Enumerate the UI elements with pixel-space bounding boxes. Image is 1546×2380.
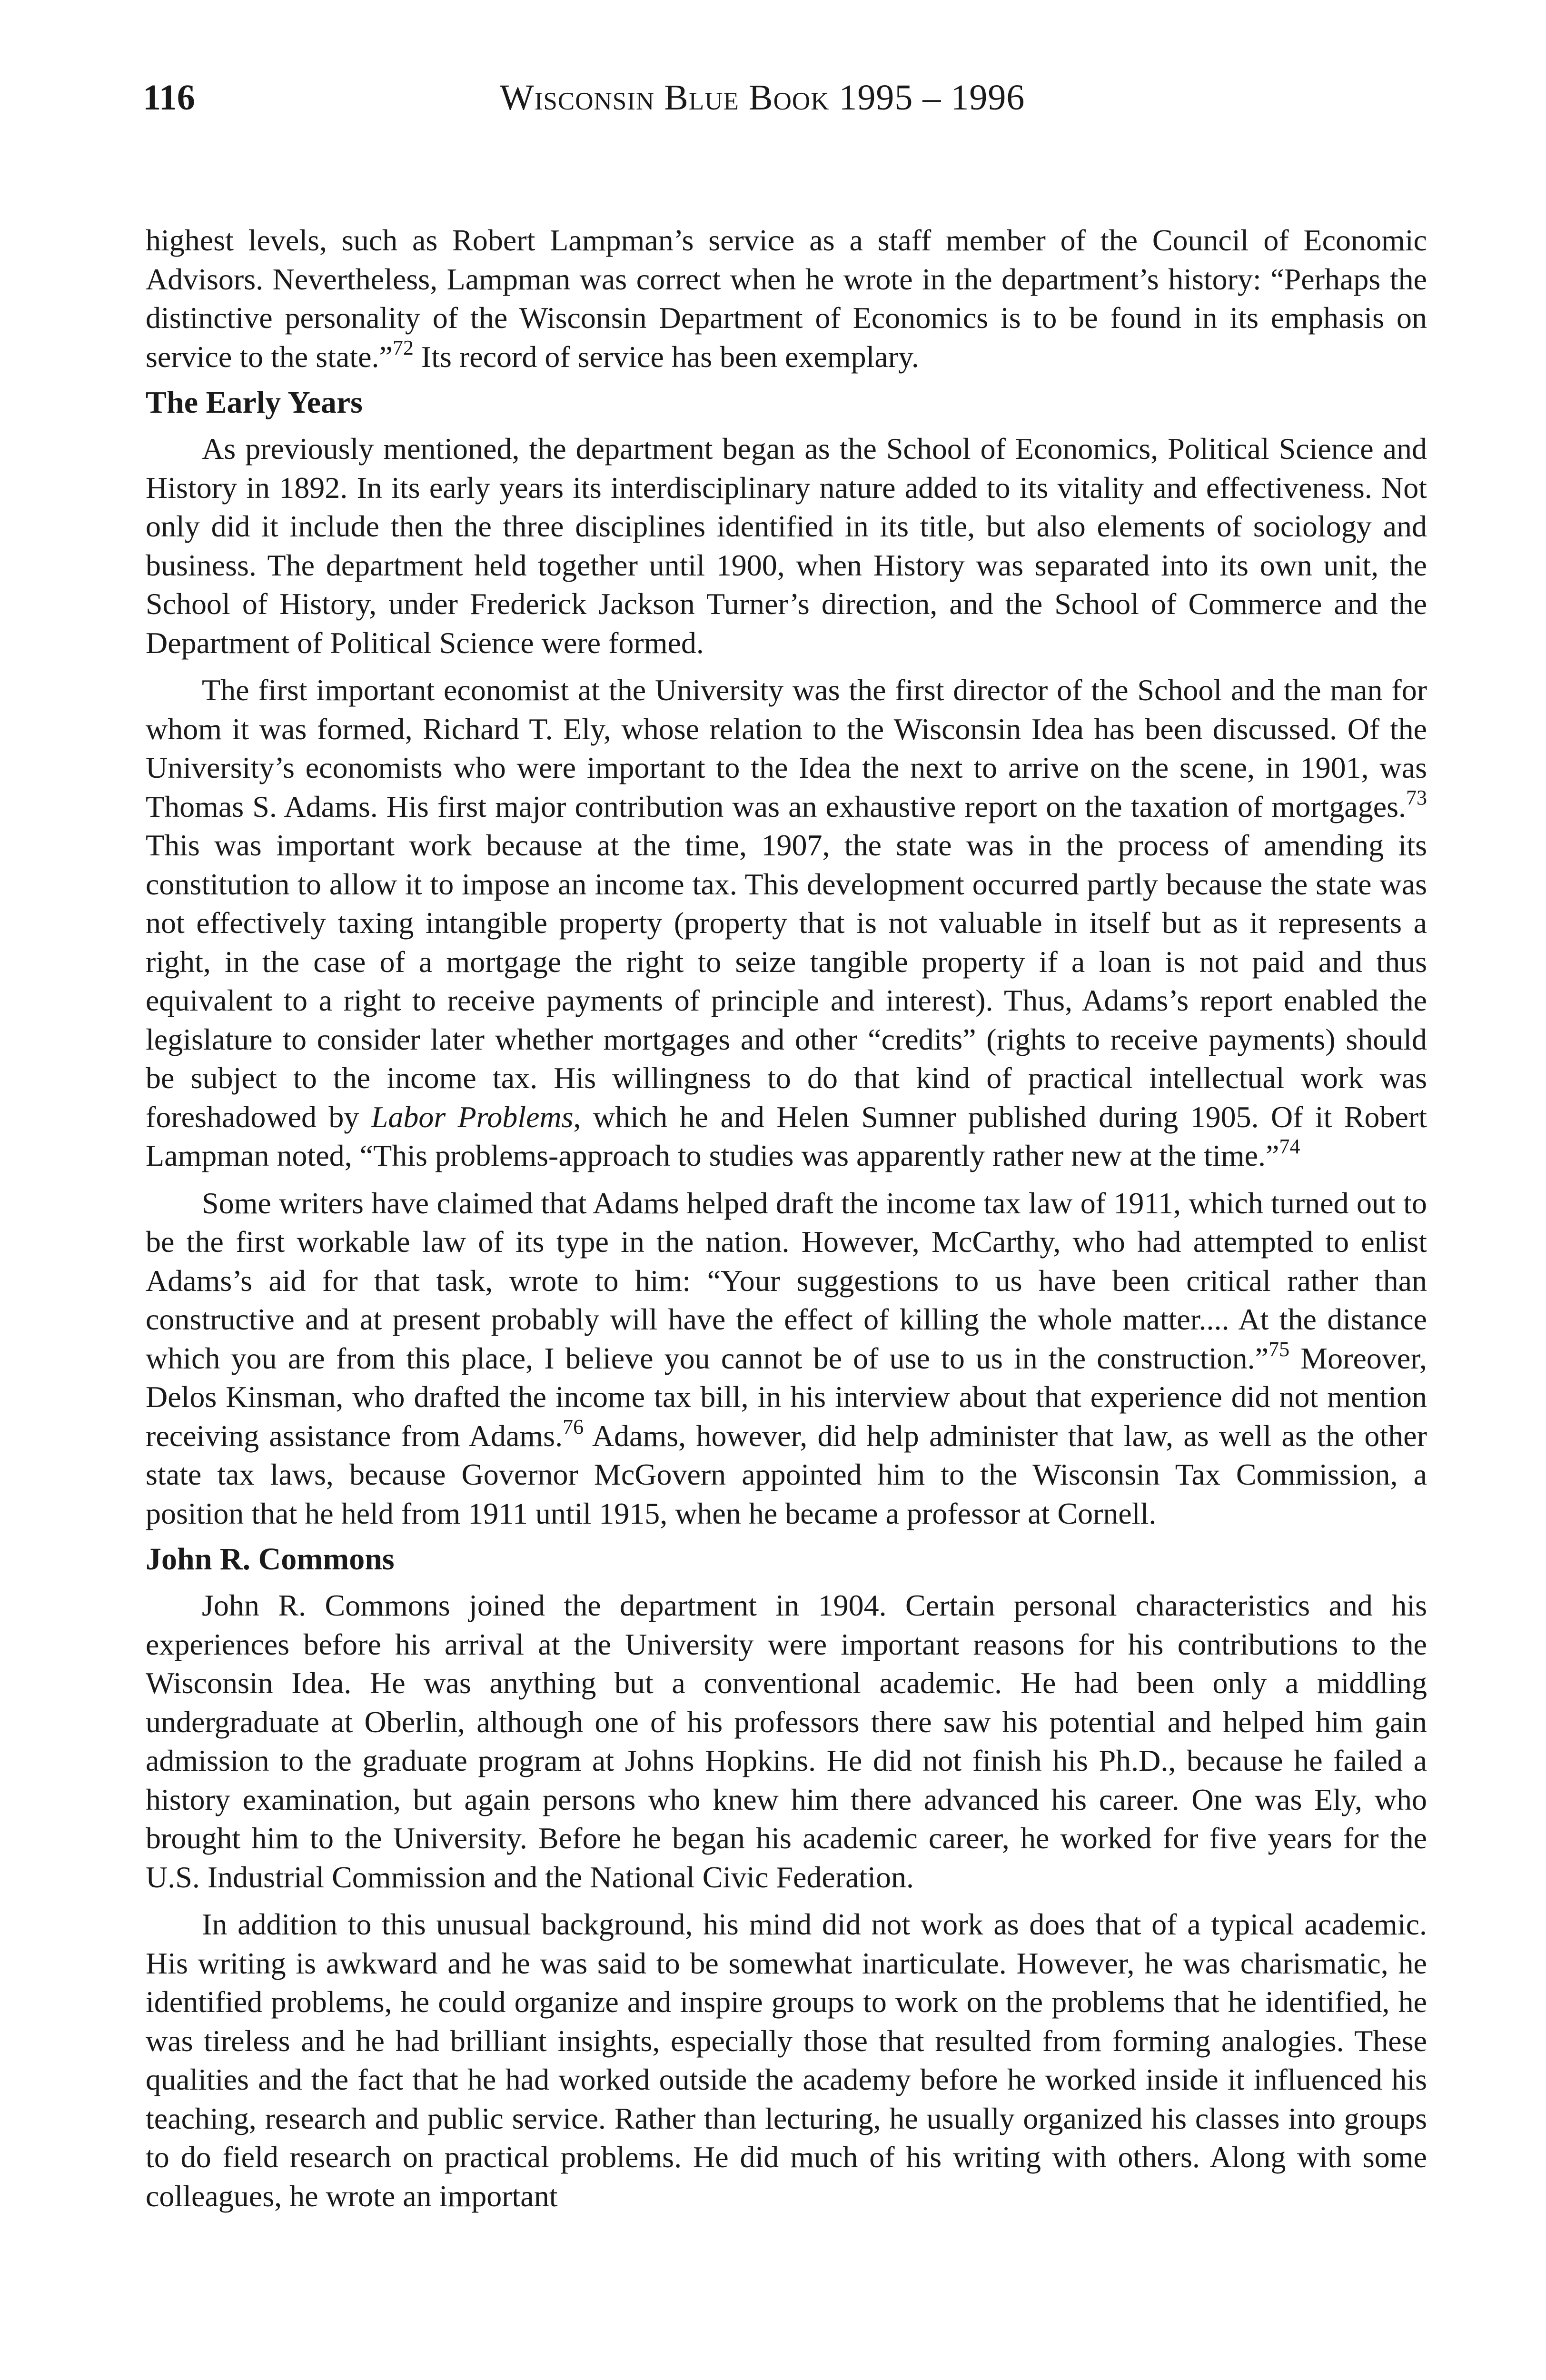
body-text bbox=[146, 221, 1427, 2215]
paragraph-text: Some writers have claimed that Adams helped draft the income tax law of 1911, which turned out to be the first workable law of its type in the nation. However, McCarthy, who had attempted to enlist Adams’s aid for that task, wrote to him: “Your suggestions to us have been critical rather than constructive and at present probably will have the effect of killing the whole matter.... At the distance which you are from this place, I believe you cannot be of use to us in the construction.” bbox=[146, 1186, 1427, 1375]
paragraph-continued bbox=[146, 221, 1427, 376]
running-title: Wisconsin Blue Book 1995 – 1996 bbox=[500, 78, 1025, 118]
paragraph-text: , which he and Helen Sumner published during 1905. Of it Robert Lampman noted, “This problems-approach to studies was apparently rather new at the time.” bbox=[146, 1100, 1427, 1172]
footnote-ref: 72 bbox=[392, 336, 414, 359]
paragraph-text: In addition to this unusual background, his mind did not work as does that of a typical academic. His writing is awkward and he was said to be somewhat inarticulate. However, he was charismatic, he identified problems, he could organize and inspire groups to work on the problems that he identified, he was tireless and he had brilliant insights, especially those that resulted from forming analogies. These qualities and the fact that he had worked outside the academy before he worked inside it influenced his teaching, research and public service. Rather than lecturing, he usually organized his classes into groups to do field research on practical problems. He did much of his writing with others. Along with some colleagues, he wrote an important bbox=[146, 1907, 1427, 2213]
paragraph-text: This was important work because at the time, 1907, the state was in the process of amending its constitution to allow it to impose an income tax. This development occurred partly because the state was not effectively taxing intangible property (property that is not valuable in itself but as it represents a right, in the case of a mortgage the right to seize tangible property if a loan is not paid and thus equivalent to a right to receive payments of principle and interest). Thus, Adams’s report enabled the legislature to consider later whether mortgages and other “credits” (rights to receive payments) should be subject to the income tax. His willingness to do that kind of practical intellectual work was foreshadowed by bbox=[146, 828, 1427, 1134]
page-number: 116 bbox=[143, 78, 195, 118]
paragraph-text: Its record of service has been exemplary. bbox=[413, 339, 919, 374]
paragraph bbox=[146, 1905, 1427, 2215]
paragraph bbox=[146, 429, 1427, 662]
footnote-ref: 75 bbox=[1269, 1337, 1290, 1361]
paragraph-text: highest levels, such as Robert Lampman’s service as a staff member of the Council of Economic Advisors. Nevertheless, Lampman was correct when he wrote in the department’s history: “Perhaps the distinctive personality of the Wisconsin Department of Economics is to be found in its emphasis on service to the state.” bbox=[146, 223, 1427, 374]
paragraph-text: As previously mentioned, the department began as the School of Economics, Political Science and History in 1892. In its early years its interdisciplinary nature added to its vitality and effectiveness. Not only did it include then the three disciplines identified in its title, but also elements of sociology and business. The department held together until 1900, when History was separated into its own unit, the School of History, under Frederick Jackson Turner’s direction, and the School of Commerce and the Department of Political Science were formed. bbox=[146, 432, 1427, 660]
paragraph bbox=[146, 1184, 1427, 1533]
paragraph-text: Adams, however, did help administer that law, as well as the other state tax laws, because Governor McGovern appointed him to the Wisconsin Tax Commission, a position that he held from 1911 until 1915, when he became a professor at Cornell. bbox=[146, 1418, 1427, 1530]
paragraph bbox=[146, 1586, 1427, 1896]
footnote-ref: 74 bbox=[1279, 1135, 1300, 1158]
footnote-ref: 76 bbox=[563, 1415, 584, 1438]
section-heading-early-years: The Early Years bbox=[146, 385, 363, 420]
footnote-ref: 73 bbox=[1406, 785, 1427, 809]
paragraph-text: Moreover, Delos Kinsman, who drafted the income tax bill, in his interview about that experience did not mention receiving assistance from Adams. bbox=[146, 1341, 1427, 1453]
section-heading-john-r-commons: John R. Commons bbox=[146, 1542, 395, 1577]
running-head bbox=[143, 76, 1418, 129]
paragraph-text: The first important economist at the University was the first director of the School and the man for whom it was formed, Richard T. Ely, whose relation to the Wisconsin Idea has been discussed. Of the University’s economists who were important to the Idea the next to arrive on the scene, in 1901, was Thomas S. Adams. His first major contribution was an exhaustive report on the taxation of mortgages. bbox=[146, 673, 1427, 823]
book-title-italic: Labor Problems bbox=[371, 1100, 574, 1134]
paragraph bbox=[146, 671, 1427, 1175]
paragraph-text: John R. Commons joined the department in 1904. Certain personal characteristics and his experiences before his arrival at the University were important reasons for his contributions to the Wisconsin Idea. He was anything but a conventional academic. He had been only a middling undergraduate at Oberlin, although one of his professors there saw his potential and helped him gain admission to the graduate program at Johns Hopkins. He did not finish his Ph.D., because he failed a history examination, but again persons who knew him there advanced his career. One was Ely, who brought him to the University. Before he began his academic career, he worked for five years for the U.S. Industrial Commission and the National Civic Federation. bbox=[146, 1588, 1427, 1894]
